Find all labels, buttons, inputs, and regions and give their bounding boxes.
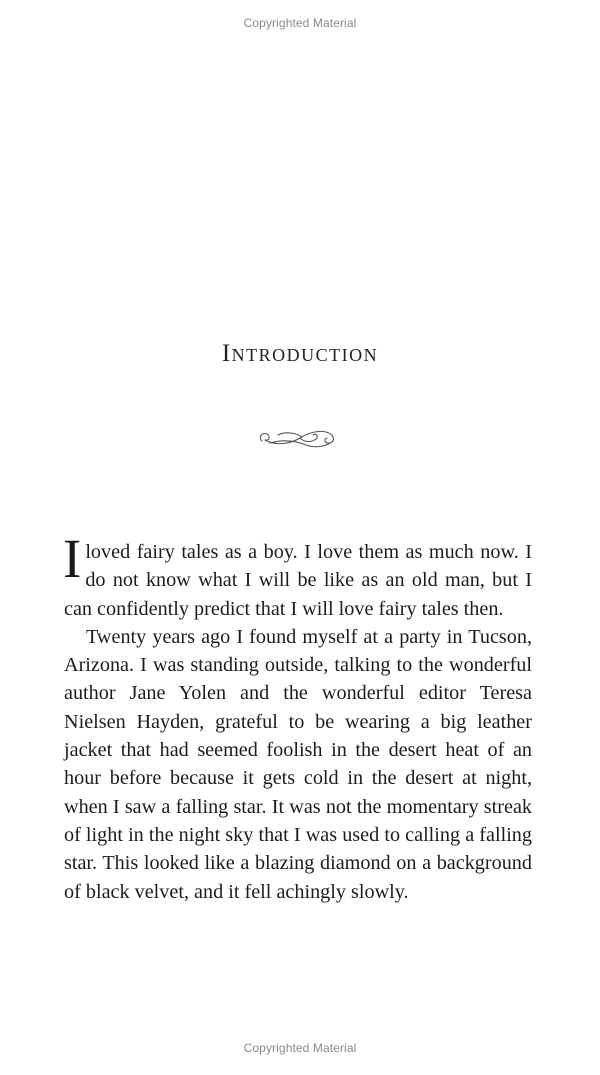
- copyright-watermark-bottom: Copyrighted Material: [243, 1041, 357, 1055]
- paragraph-1: [63, 528, 532, 623]
- flourish-ornament-icon: [256, 425, 340, 451]
- paragraph-1-text: loved fairy tales as a boy. I love them as much now. I do not know what I will be like as an old man, but I can confidently predict that I will love fairy tales then.: [64, 541, 532, 620]
- chapter-title: Introduction: [221, 340, 379, 367]
- paragraph-2: Twenty years ago I found myself at a party in Tucson, Arizona. I was standing outside, talking to the wonderful author Jane Yolen and the wonderful editor Teresa Nielsen Hayden, grateful to be wearing a big leather jacket that had seemed foolish in the desert heat of an hour before because it gets cold in the desert at night, when I saw a falling star. It was not the momentary streak of light in the night sky that I was used to calling a falling star. This looked like a blazing diamond on a background of black velvet, and it fell achingly slowly.: [64, 625, 532, 903]
- drop-cap: I: [63, 528, 82, 589]
- copyright-watermark-top: Copyrighted Material: [243, 16, 357, 30]
- body-text: [63, 528, 532, 906]
